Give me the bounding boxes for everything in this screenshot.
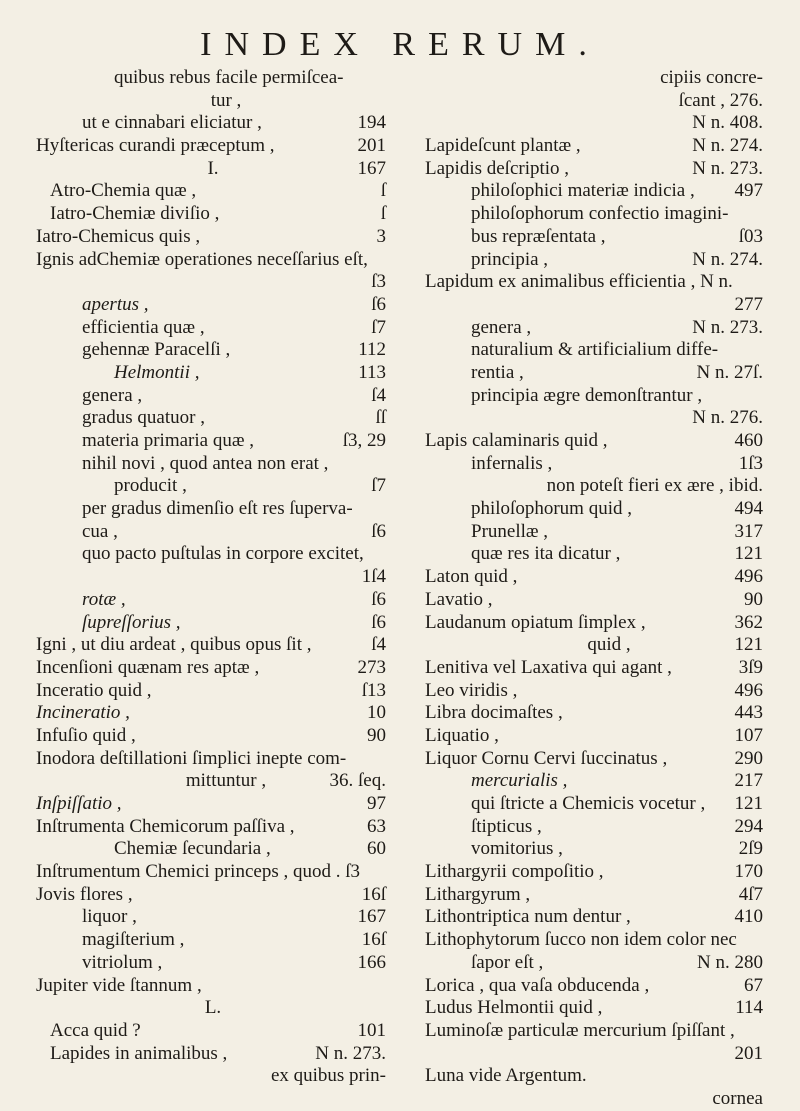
index-entry (36, 543, 390, 566)
page-reference: 201 (357, 135, 386, 157)
entry-text: cua , (82, 520, 118, 542)
index-entry (36, 975, 390, 998)
entry-text: gradus quatuor , (82, 407, 205, 429)
index-entry (425, 566, 767, 589)
index-entry (425, 1065, 767, 1088)
page-reference: 67 (744, 974, 763, 996)
entry-text: Lithargyrum , (425, 883, 531, 905)
entry-text: Lapis calaminaris quid , (425, 430, 608, 451)
page-reference: 36. ſeq. (329, 770, 386, 792)
index-entry (425, 498, 767, 521)
entry-text: Infuſio quid , (36, 724, 136, 746)
index-entry (425, 294, 767, 317)
entry-text: Prunellæ , (471, 520, 549, 542)
entry-text: Lavatio , (425, 588, 493, 610)
page-reference: ſ6 (371, 611, 386, 633)
index-entry (36, 657, 390, 680)
index-entry (425, 430, 767, 453)
index-entry (36, 634, 390, 657)
page-reference: ſ13 (361, 679, 386, 701)
index-entry (36, 589, 390, 612)
index-entry (425, 475, 767, 498)
entry-text: Lenitiva vel Laxativa qui agant , (425, 656, 672, 678)
index-entry (425, 521, 767, 544)
entry-text: qui ſtricte a Chemicis vocetur , (471, 793, 706, 814)
entry-text: bus repræſentata , (471, 225, 606, 247)
page-reference: ſ (380, 180, 386, 202)
index-entry (425, 589, 767, 612)
index-entry (36, 90, 390, 113)
entry-text: rentia , (471, 361, 524, 383)
index-entry (425, 861, 767, 884)
entry-text: Leo viridis , (425, 679, 518, 701)
page-reference: ſ3 (371, 271, 386, 293)
page-reference: 121 (734, 793, 763, 814)
index-entry (36, 793, 390, 816)
index-entry (36, 498, 390, 521)
entry-text: gehennæ Paracelſi , (82, 339, 231, 361)
entry-text: per gradus dimenſio eſt res ſuperva- (82, 498, 353, 520)
index-entry (36, 385, 390, 408)
index-entry (425, 385, 767, 408)
index-entry (425, 271, 767, 294)
entry-text: apertus , (82, 293, 149, 315)
page-reference: 114 (735, 997, 763, 1019)
entry-text: principia ægre demonſtrantur , (471, 384, 703, 406)
entry-text: non poteſt fieri ex ære , ibid. (546, 475, 763, 497)
index-entry (36, 838, 390, 861)
page-reference: 294 (734, 815, 763, 837)
entry-text: Incineratio , (36, 702, 130, 724)
page-reference: N n. 276. (692, 407, 763, 429)
index-entry (425, 793, 767, 816)
entry-text: Acca quid ? (50, 1019, 141, 1041)
page-reference: 16ſ (361, 883, 386, 905)
entry-text: infernalis , (471, 452, 553, 474)
entry-text: ſupreſſorius , (82, 611, 181, 633)
page-reference: N n. 274. (692, 135, 763, 157)
entry-text: Chemiæ ſecundaria , (114, 838, 271, 860)
index-entry (425, 112, 767, 135)
entry-text: Ludus Helmontii quid , (425, 997, 603, 1019)
page-reference: ſ6 (371, 293, 386, 315)
entry-text: Inodora deſtillationi ſimplici inepte com- (36, 747, 347, 769)
entry-text: rotæ , (82, 588, 126, 610)
entry-text: mercurialis , (471, 770, 568, 792)
entry-text: L. (204, 997, 222, 1019)
entry-text: vitriolum , (82, 951, 163, 973)
index-entry (36, 952, 390, 975)
entry-text: Lapidum ex animalibus efficientia , N n. (425, 271, 733, 293)
entry-text: quo pacto puſtulas in corpore excitet, (82, 543, 364, 565)
page-reference: ſſ (375, 407, 386, 429)
index-entry (36, 135, 390, 158)
index-entry (36, 612, 390, 635)
entry-text: Iatro-Chemicus quis , (36, 225, 201, 247)
entry-text: philoſophorum confectio imagini- (471, 203, 729, 225)
page-reference: 443 (734, 702, 763, 724)
index-entry (36, 362, 390, 385)
page-reference: 2ſ9 (738, 838, 763, 860)
entry-text: Libra docimaſtes , (425, 702, 563, 724)
entry-text: Lithontriptica num dentur , (425, 906, 631, 928)
page-reference: 217 (734, 770, 763, 792)
page-reference: 3ſ9 (738, 656, 763, 678)
entry-text: Lithargyrii compoſitio , (425, 861, 604, 883)
index-entry (425, 1020, 767, 1043)
page-reference: 60 (367, 838, 386, 860)
entry-text: Incenſioni quænam res aptæ , (36, 656, 260, 678)
entry-text: Liquor Cornu Cervi ſuccinatus , (425, 747, 668, 769)
index-entry (425, 634, 767, 657)
page-reference: 290 (734, 747, 763, 769)
page-reference: 460 (734, 430, 763, 451)
page-reference: ſ3, 29 (342, 430, 386, 451)
page-reference: 166 (357, 951, 386, 973)
entry-text: Laton quid , (425, 566, 518, 588)
entry-text: Lorica , qua vaſa obducenda , (425, 974, 650, 996)
index-entry (36, 816, 390, 839)
index-entry (425, 702, 767, 725)
index-entry (36, 112, 390, 135)
page-reference: N n. 273. (692, 157, 763, 179)
page-reference: N n. 27ſ. (696, 361, 763, 383)
entry-text: ſtipticus , (471, 815, 542, 837)
page-reference: 121 (734, 634, 763, 656)
index-entry (425, 226, 767, 249)
page-reference: 90 (744, 588, 763, 610)
index-entry (425, 135, 767, 158)
entry-text: Iatro-Chemiæ diviſio , (50, 203, 220, 225)
entry-text: mittuntur , (185, 770, 267, 792)
page-reference: 90 (367, 724, 386, 746)
index-entry (36, 158, 390, 181)
index-entry (36, 339, 390, 362)
entry-text: Jovis flores , (36, 883, 133, 905)
entry-text: Lapideſcunt plantæ , (425, 135, 581, 157)
index-entry (36, 430, 390, 453)
page-reference: 496 (734, 679, 763, 701)
index-entry (425, 407, 767, 430)
index-entry (425, 680, 767, 703)
index-entry (36, 702, 390, 725)
page-reference: N n. 280 (697, 951, 763, 973)
index-entry (36, 861, 390, 884)
entry-text: Helmontii , (114, 361, 200, 383)
index-entry (36, 997, 390, 1020)
page-reference: 16ſ (361, 929, 386, 951)
page-reference: ſ4 (371, 634, 386, 656)
index-entry (425, 838, 767, 861)
page-reference: 167 (357, 157, 386, 179)
index-entry (36, 271, 390, 294)
index-entry (425, 906, 767, 929)
index-entry (425, 90, 767, 113)
entry-text: Inſpiſſatio , (36, 793, 122, 814)
entry-text: materia primaria quæ , (82, 430, 254, 451)
entry-text: ex quibus prin- (270, 1065, 386, 1087)
page-reference: 97 (367, 793, 386, 814)
page-reference: 167 (357, 906, 386, 928)
entry-text: ſcant , 276. (678, 89, 763, 111)
index-entry (425, 952, 767, 975)
index-entry (36, 317, 390, 340)
index-entry (425, 816, 767, 839)
index-entry (425, 543, 767, 566)
entry-text: Igni , ut diu ardeat , quibus opus ſit , (36, 634, 312, 656)
page-reference: ſ7 (371, 316, 386, 338)
index-entry (36, 770, 390, 793)
entry-text: liquor , (82, 906, 137, 928)
page-title: INDEX RERUM. (200, 26, 600, 63)
index-entry (36, 725, 390, 748)
page-reference: ſ (380, 203, 386, 225)
page-reference: 194 (357, 112, 386, 134)
entry-text: Lithophytorum ſucco non idem color nec (425, 929, 737, 951)
index-entry (36, 294, 390, 317)
entry-text: Inſtrumenta Chemicorum paſſiva , (36, 815, 295, 837)
index-entry (425, 180, 767, 203)
page-reference: N n. 273. (315, 1042, 386, 1064)
entry-text: Liquatio , (425, 724, 499, 746)
page-reference: 273 (357, 656, 386, 678)
entry-text: philoſophorum quid , (471, 498, 632, 520)
entry-text: quibus rebus facile permiſcea- (114, 67, 344, 88)
entry-text: I. (207, 157, 219, 179)
page-reference: 112 (358, 339, 386, 361)
page-reference: 121 (734, 543, 763, 565)
page-reference: 277 (734, 293, 763, 315)
page-reference: ſ03 (738, 225, 763, 247)
entry-text: genera , (471, 316, 532, 338)
page-reference: ſ6 (371, 588, 386, 610)
entry-text: philoſophici materiæ indicia , (471, 180, 695, 202)
page-reference: 1ſ4 (361, 566, 386, 588)
entry-text: Lapidis deſcriptio , (425, 157, 570, 179)
entry-text: Lapides in animalibus , (50, 1042, 228, 1064)
index-entry (36, 1020, 390, 1043)
entry-text: vomitorius , (471, 838, 563, 860)
entry-text: naturalium & artificialium diffe- (471, 339, 719, 361)
page-reference: 10 (367, 702, 386, 724)
index-entry (425, 317, 767, 340)
entry-text: Inceratio quid , (36, 679, 152, 701)
page-reference: 113 (358, 361, 386, 383)
entry-text: ut e cinnabari eliciatur , (82, 112, 262, 134)
index-entry (425, 158, 767, 181)
entry-text: principia , (471, 248, 549, 270)
page-reference: ſ4 (371, 384, 386, 406)
entry-text: magiſterium , (82, 929, 185, 951)
index-entry (425, 657, 767, 680)
page-reference: 201 (734, 1042, 763, 1064)
index-entry (425, 725, 767, 748)
index-entry (425, 67, 767, 90)
index-entry (425, 453, 767, 476)
entry-text: cornea (712, 1087, 763, 1109)
page-reference: 101 (357, 1019, 386, 1041)
index-entry (36, 453, 390, 476)
index-entry (425, 249, 767, 272)
entry-text: Hyſtericas curandi præceptum , (36, 135, 275, 157)
index-entry (36, 67, 390, 90)
entry-text: Laudanum opiatum ſimplex , (425, 611, 646, 633)
page-reference: 1ſ3 (738, 452, 763, 474)
index-entry (36, 521, 390, 544)
index-entry (425, 203, 767, 226)
index-entry (425, 1043, 767, 1066)
entry-text: producit , (114, 475, 187, 497)
entry-text: quæ res ita dicatur , (471, 543, 621, 565)
index-entry (36, 680, 390, 703)
index-entry (36, 884, 390, 907)
page-reference: 63 (367, 815, 386, 837)
entry-text: cipiis concre- (660, 67, 763, 88)
index-entry (425, 339, 767, 362)
entry-text: Ignis adChemiæ operationes neceſſarius eſt, (36, 248, 368, 270)
entry-text: quid , (587, 634, 631, 656)
page-reference: 170 (734, 861, 763, 883)
entry-text: Luna vide Argentum. (425, 1065, 587, 1087)
index-entry (36, 407, 390, 430)
index-entry (425, 748, 767, 771)
entry-text: genera , (82, 384, 143, 406)
index-entry (36, 929, 390, 952)
index-entry (425, 929, 767, 952)
page-reference: 362 (734, 611, 763, 633)
index-entry (425, 884, 767, 907)
page-reference: 496 (734, 566, 763, 588)
entry-text: Inſtrumentum Chemici princeps , quod . ſ3 (36, 861, 361, 883)
entry-text: Jupiter vide ſtannum , (36, 974, 202, 996)
page-reference: 410 (734, 906, 763, 928)
index-entry (36, 226, 390, 249)
left-column (36, 67, 390, 1088)
entry-text: Luminoſæ particulæ mercurium ſpiſſant , (425, 1019, 735, 1041)
page-reference: 3 (376, 225, 386, 247)
page-reference: ſ6 (371, 520, 386, 542)
index-entry (425, 362, 767, 385)
page-reference: N n. 274. (692, 248, 763, 270)
right-column (425, 67, 767, 1111)
index-entry (36, 203, 390, 226)
index-entry (36, 475, 390, 498)
index-entry (425, 612, 767, 635)
entry-text: tur , (210, 89, 242, 111)
index-entry (36, 1043, 390, 1066)
index-entry (36, 1065, 390, 1088)
entry-text: Atro-Chemia quæ , (50, 180, 197, 202)
entry-text: ſapor eſt , (471, 951, 544, 973)
index-entry (36, 906, 390, 929)
index-entry (36, 748, 390, 771)
index-entry (425, 975, 767, 998)
entry-text: N n. 408. (692, 112, 763, 134)
entry-text: nihil novi , quod antea non erat , (82, 452, 329, 474)
entry-text: efficientia quæ , (82, 316, 205, 338)
page-reference: N n. 273. (692, 316, 763, 338)
page-reference: ſ7 (371, 475, 386, 497)
page-reference: 107 (734, 724, 763, 746)
index-entry (425, 770, 767, 793)
index-entry (36, 566, 390, 589)
page-reference: 317 (734, 520, 763, 542)
page-reference: 4ſ7 (738, 883, 763, 905)
index-entry (425, 997, 767, 1020)
index-entry (36, 249, 390, 272)
index-entry (425, 1088, 767, 1111)
page-reference: 494 (734, 498, 763, 520)
page-reference: 497 (734, 180, 763, 202)
index-entry (36, 180, 390, 203)
